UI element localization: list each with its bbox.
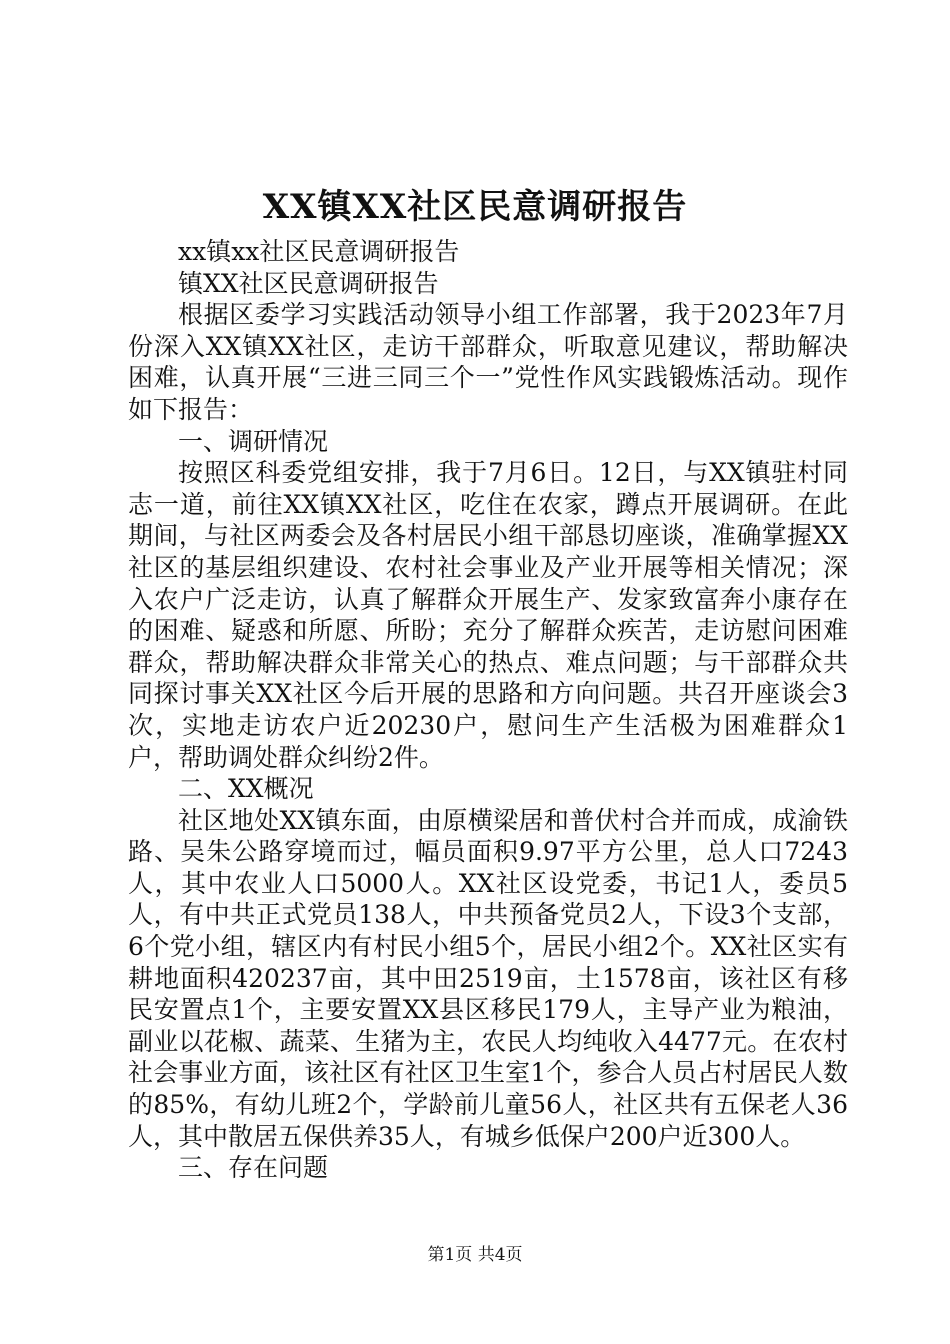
- paragraph-subtitle-2: 镇XX社区民意调研报告: [178, 268, 439, 298]
- section-heading-1: 一、调研情况: [178, 426, 329, 456]
- document-title: XX镇XX社区民意调研报告: [262, 187, 688, 227]
- paragraph-overview: 社区地处XX镇东面，由原横梁居和普伏村合并而成，成渝铁路、吴朱公路穿境而过，幅员面积9.97平方公里，总人口7243人，其中农业人口5000人。XX社区设党委，书记1人，委员5人，有中共正式党员138人，中共预备党员2人，下设3个支部，6个党小组，辖区内有村民小组5个，居民小组2个。XX社区实有耕地面积420237亩，其中田2519亩，土1578亩，该社区有移民安置点1个，主要安置XX县区移民179人，主导产业为粮油，副业以花椒、蔬菜、生猪为主，农民人均纯收入4477元。在农村社会事业方面，该社区有社区卫生室1个，参合人员占村居民人数的85%，有幼儿班2个，学龄前儿童56人，社区共有五保老人36人，其中散居五保供养35人，有城乡低保户200户近300人。: [128, 805, 848, 1151]
- paragraph-intro: 根据区委学习实践活动领导小组工作部署，我于2023年7月份深入XX镇XX社区，走访干部群众，听取意见建议，帮助解决困难，认真开展“三进三同三个一”党性作风实践锻炼活动。现作如下报告：: [128, 300, 848, 424]
- paragraph-survey: 按照区科委党组安排，我于7月6日。12日，与XX镇驻村同志一道，前往XX镇XX社区，吃住在农家，蹲点开展调研。在此期间，与社区两委会及各村居民小组干部恳切座谈，准确掌握XX社区的基层组织建设、农村社会事业及产业开展等相关情况；深入农户广泛走访，认真了解群众开展生产、发家致富奔小康存在的困难、疑惑和所愿、所盼；充分了解群众疾苦，走访慰问困难群众，帮助解决群众非常关心的热点、难点问题；与干部群众共同探讨事关XX社区今后开展的思路和方向问题。共召开座谈会3次，实地走访农户近20230户，慰问生产生活极为困难群众1户，帮助调处群众纠纷2件。: [128, 458, 848, 772]
- paragraph-subtitle-1: xx镇xx社区民意调研报告: [178, 237, 460, 266]
- page-number: 第1页 共4页: [427, 1245, 523, 1265]
- document-body: [128, 236, 848, 1184]
- section-heading-2: 二、XX概况: [178, 774, 314, 804]
- section-heading-3: 三、存在问题: [178, 1153, 329, 1183]
